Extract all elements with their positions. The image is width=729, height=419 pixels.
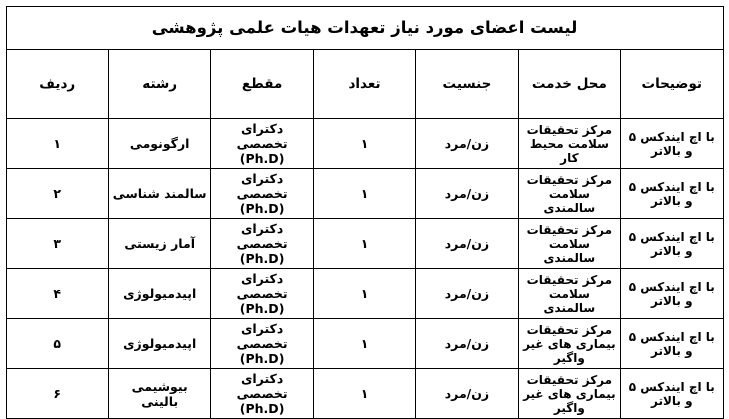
cell-mahal: مرکز تحقیقات بیماری های غیر واگیر <box>518 319 620 369</box>
cell-maghta: دکترای تخصصی (Ph.D) <box>211 219 313 269</box>
cell-tozihat: با اچ ایندکس ۵ و بالاتر <box>621 269 723 319</box>
cell-maghta: دکترای تخصصی (Ph.D) <box>211 119 313 169</box>
cell-jensiat: زن/مرد <box>416 119 518 169</box>
faculty-requirements-table <box>6 6 724 419</box>
cell-reshte: اپیدمیولوژی <box>108 319 210 369</box>
column-header-radif: ردیف <box>6 50 108 119</box>
cell-mahal: مرکز تحقیقات بیماری های غیر واگیر <box>518 369 620 419</box>
cell-jensiat: زن/مرد <box>416 219 518 269</box>
table-row <box>6 319 723 369</box>
cell-radif: ۲ <box>6 169 108 219</box>
table-row <box>6 219 723 269</box>
table-row <box>6 269 723 319</box>
cell-radif: ۶ <box>6 369 108 419</box>
table-title-row <box>6 7 723 50</box>
cell-reshte: بیوشیمی بالینی <box>108 369 210 419</box>
cell-tozihat: با اچ ایندکس ۵ و بالاتر <box>621 369 723 419</box>
cell-mahal: مرکز تحقیقات سلامت سالمندی <box>518 169 620 219</box>
page-title: لیست اعضای مورد نیاز تعهدات هیات علمی پژوهشی <box>6 7 723 50</box>
column-header-maghta: مقطع <box>211 50 313 119</box>
cell-tozihat: با اچ ایندکس ۵ و بالاتر <box>621 169 723 219</box>
cell-tedad: ۱ <box>313 219 415 269</box>
cell-tedad: ۱ <box>313 169 415 219</box>
table-row <box>6 119 723 169</box>
cell-reshte: ارگونومی <box>108 119 210 169</box>
cell-radif: ۳ <box>6 219 108 269</box>
cell-jensiat: زن/مرد <box>416 169 518 219</box>
cell-radif: ۱ <box>6 119 108 169</box>
cell-reshte: آمار زیستی <box>108 219 210 269</box>
cell-mahal: مرکز تحقیقات سلامت سالمندی <box>518 269 620 319</box>
column-header-tedad: تعداد <box>313 50 415 119</box>
cell-tozihat: با اچ ایندکس ۵ و بالاتر <box>621 219 723 269</box>
cell-tedad: ۱ <box>313 269 415 319</box>
cell-mahal: مرکز تحقیقات سلامت سالمندی <box>518 219 620 269</box>
column-header-tozihat: توضیحات <box>621 50 723 119</box>
cell-radif: ۴ <box>6 269 108 319</box>
cell-maghta: دکترای تخصصی (Ph.D) <box>211 169 313 219</box>
cell-radif: ۵ <box>6 319 108 369</box>
cell-reshte: سالمند شناسی <box>108 169 210 219</box>
cell-maghta: دکترای تخصصی (Ph.D) <box>211 269 313 319</box>
cell-mahal: مرکز تحقیقات سلامت محیط کار <box>518 119 620 169</box>
cell-tedad: ۱ <box>313 369 415 419</box>
cell-reshte: اپیدمیولوژی <box>108 269 210 319</box>
cell-jensiat: زن/مرد <box>416 369 518 419</box>
cell-tozihat: با اچ ایندکس ۵ و بالاتر <box>621 319 723 369</box>
table-row <box>6 369 723 419</box>
column-header-jensiat: جنسیت <box>416 50 518 119</box>
column-header-mahal: محل خدمت <box>518 50 620 119</box>
cell-tedad: ۱ <box>313 319 415 369</box>
cell-jensiat: زن/مرد <box>416 319 518 369</box>
cell-tedad: ۱ <box>313 119 415 169</box>
column-header-reshte: رشته <box>108 50 210 119</box>
cell-maghta: دکترای تخصصی (Ph.D) <box>211 319 313 369</box>
cell-jensiat: زن/مرد <box>416 269 518 319</box>
table-row <box>6 169 723 219</box>
cell-maghta: دکترای تخصصی (Ph.D) <box>211 369 313 419</box>
table-header-row <box>6 50 723 119</box>
cell-tozihat: با اچ ایندکس ۵ و بالاتر <box>621 119 723 169</box>
